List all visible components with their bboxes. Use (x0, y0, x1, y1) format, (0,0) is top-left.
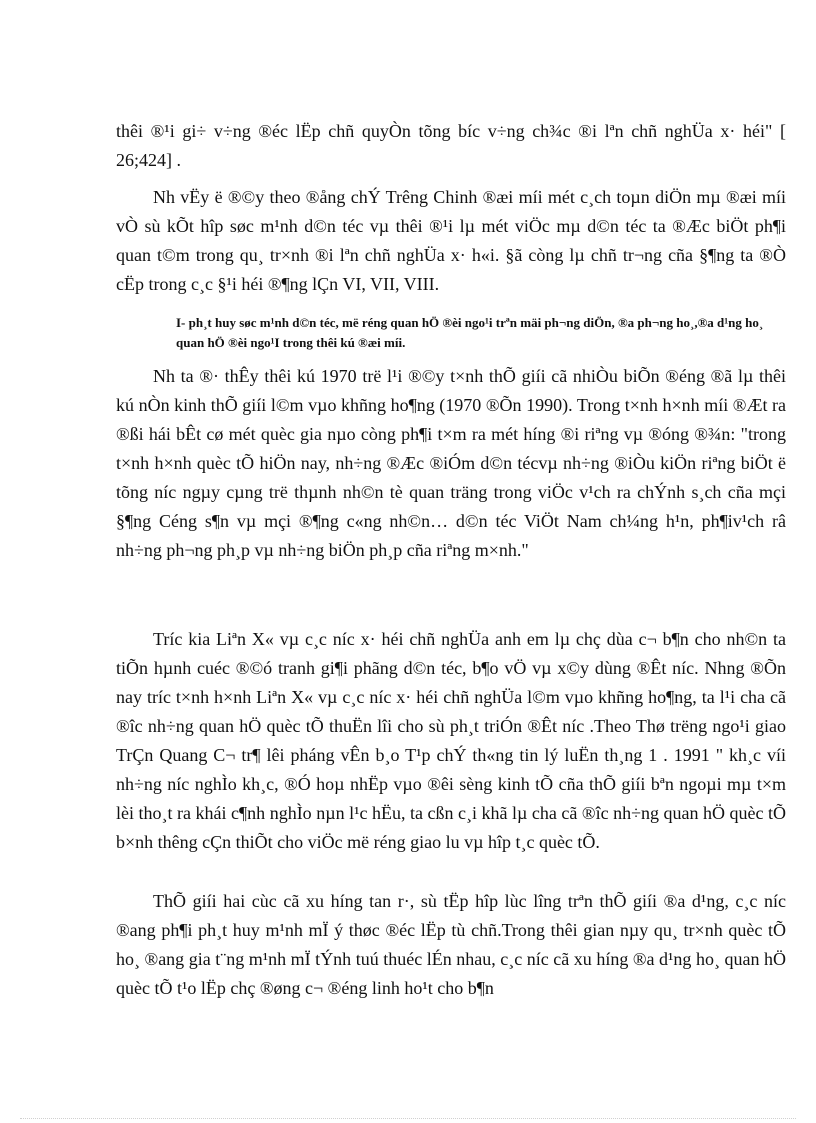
paragraph-3 (116, 362, 786, 565)
page-divider (20, 1118, 796, 1119)
paragraph-text: ThÕ giíi hai cùc cã xu híng tan r·, sù tËp hîp lùc lîng trªn thÕ giíi ®a d¹ng, c¸c níc ®ang ph¶i ph¸t huy m¹nh mÏ ý thøc ®éc lËp tù chñ.Trong thêi gian nµy qu¸ tr×nh quèc tÕ ho¸ ®ang gia t¨ng m¹nh mÏ tÝnh tuú thuéc lÉn nhau, c¸c níc cã xu híng ®a d¹ng ho¸ quan hÖ quèc tÕ t¹o lËp chç ®øng c¬ ®éng linh ho¹t cho b¶n (116, 891, 786, 998)
paragraph-text: Nh ta ®· thÊy thêi kú 1970 trë l¹i ®©y t×nh thÕ giíi cã nhiÒu biÕn ®éng ®ã lµ thêi kú nÒn kinh thÕ giíi l©m vµo khñng ho¶ng (1970 ®Õn 1990). Trong t×nh h×nh míi ®Æt ra ®ßi hái bÊt cø mét quèc gia nµo còng ph¶i t×m ra mét híng ®i riªng vµ ®óng ®¾n: "trong t×nh h×nh quèc tÕ hiÖn nay, nh÷ng ®Æc ®iÓm d©n técvµ nh÷ng ®iÒu kiÖn riªng biÖt ë tõng níc ngµy cµng trë thµnh nh©n tè quan träng trong viÖc v¹ch ra chÝnh s¸ch cña mçi §¶ng Céng s¶n vµ mçi ®¶ng c«ng nh©n… d©n téc ViÖt Nam ch¼ng h¹n, ph¶iv¹ch râ nh÷ng ph¬ng ph¸p vµ nh÷ng biÖn ph¸p cña riªng m×nh." (116, 366, 786, 560)
paragraph-text: Tríc kia Liªn X« vµ c¸c níc x· héi chñ nghÜa anh em lµ chç dùa c¬ b¶n cho nh©n ta tiÕn hµnh cuéc ®©ó tranh gi¶i phãng d©n téc, b¶o vÖ vµ x©y dùng ®Êt níc. Nhng ®Õn nay tríc t×nh h×nh Liªn X« vµ c¸c níc x· héi chñ nghÜa l©m vµo khñng ho¶ng, ta l¹i cha cã ®îc nh÷ng quan hÖ quèc tÕ thuËn lîi cho sù ph¸t triÓn ®Êt níc .Theo Thø trëng ngo¹i giao TrÇn Quang C¬ tr¶ lêi pháng vÊn b¸o T¹p chÝ th«ng tin lý luËn th¸ng 1 . 1991 " kh¸c víi nh÷ng níc nghÌo kh¸c, ®Ó hoµ nhËp vµo ®êi sèng kinh tÕ cña thÕ giíi bªn ngoµi mµ t×m lèi tho¸t ra khái c¶nh nghÌo nµn l¹c hËu, ta cßn c¸i khã lµ cha cã ®îc nh÷ng quan hÖ quèc tÕ b×nh thêng cÇn thiÕt cho viÖc më réng giao lu vµ hîp t¸c quèc tÕ. (116, 629, 786, 852)
paragraph-5 (116, 887, 786, 1003)
section-heading: I- ph¸t huy søc m¹nh d©n téc, më réng quan hÖ ®èi ngo¹i trªn mäi ph¬ng diÖn, ®a ph¬ng ho¸,®a d¹ng ho¸ quan hÖ ®èi ngo¹I trong thêi kú ®æi míi. (176, 315, 764, 350)
paragraph-2 (116, 183, 786, 299)
paragraph-continuation (116, 117, 786, 175)
paragraph-text: thêi ®¹i gi÷ v÷ng ®éc lËp chñ quyÒn tõng bíc v÷ng ch¾c ®i lªn chñ nghÜa x· héi" [ 26;424] . (116, 121, 786, 170)
paragraph-text: Nh vËy ë ®©y theo ®ång chÝ Trêng Chinh ®æi míi mét c¸ch toµn diÖn mµ ®æi míi vÒ sù kÕt hîp søc m¹nh d©n téc vµ thêi ®¹i lµ mét viÖc mµ d©n téc ta ®Æc biÖt ph¶i quan t©m trong qu¸ tr×nh ®i lªn chñ nghÜa x· h«i. §ã còng lµ chñ tr¬ng cña §¶ng ta ®Ò cËp trong c¸c §¹i héi ®¶ng lÇn VI, VII, VIII. (116, 187, 786, 294)
paragraph-4 (116, 625, 786, 857)
